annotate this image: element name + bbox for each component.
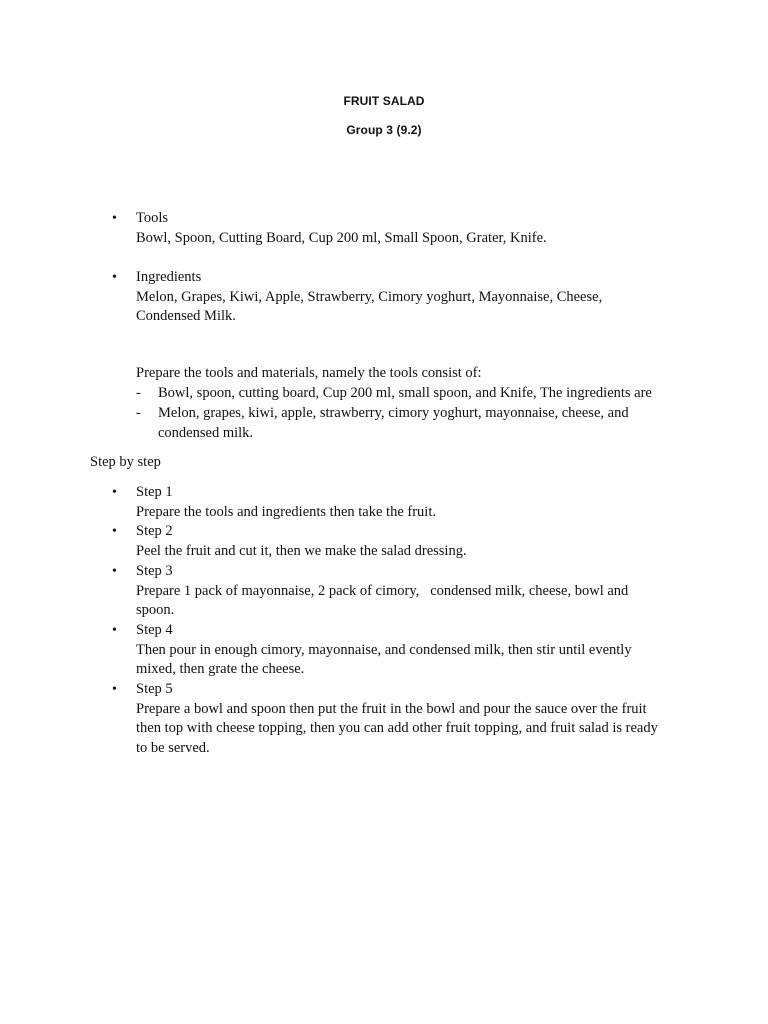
step-line: Prepare 1 pack of mayonnaise, 2 pack of cimory, condensed milk, cheese, bowl and bbox=[136, 582, 629, 599]
step-label: Step 5 bbox=[136, 681, 173, 697]
step-item bbox=[136, 680, 696, 759]
step-line: Peel the fruit and cut it, then we make the salad dressing. bbox=[136, 542, 467, 559]
dash-glyph: - bbox=[136, 405, 141, 421]
tools-item bbox=[136, 209, 696, 248]
step-label: Step 3 bbox=[136, 563, 173, 579]
preparation-intro: Prepare the tools and materials, namely the tools consist of: bbox=[136, 365, 482, 381]
preparation-dash-line: condensed milk. bbox=[158, 424, 254, 441]
preparation-dash-item bbox=[158, 404, 698, 443]
tools-text: Bowl, Spoon, Cutting Board, Cup 200 ml, Small Spoon, Grater, Knife. bbox=[136, 229, 547, 246]
step-item bbox=[136, 522, 696, 561]
bullet-glyph: • bbox=[112, 564, 117, 579]
step-line: Prepare the tools and ingredients then take the fruit. bbox=[136, 503, 436, 520]
step-line: then top with cheese topping, then you can add other fruit topping, and fruit salad is ready bbox=[136, 720, 658, 737]
step-label: Step 2 bbox=[136, 523, 173, 539]
bullet-glyph: • bbox=[112, 682, 117, 697]
step-line: Prepare a bowl and spoon then put the fruit in the bowl and pour the sauce over the fruit bbox=[136, 700, 647, 717]
ingredients-label: Ingredients bbox=[136, 269, 202, 285]
bullet-glyph: • bbox=[112, 270, 117, 285]
document-subtitle: Group 3 (9.2) bbox=[346, 123, 422, 137]
steps-heading: Step by step bbox=[90, 454, 161, 470]
step-item bbox=[136, 483, 696, 522]
ingredients-line: Melon, Grapes, Kiwi, Apple, Strawberry, Cimory yoghurt, Mayonnaise, Cheese, bbox=[136, 288, 603, 305]
step-line: mixed, then grate the cheese. bbox=[136, 661, 305, 678]
step-label: Step 1 bbox=[136, 484, 173, 500]
bullet-glyph: • bbox=[112, 524, 117, 539]
preparation-dash-line: Melon, grapes, kiwi, apple, strawberry, cimory yoghurt, mayonnaise, cheese, and bbox=[158, 405, 629, 421]
step-line: Then pour in enough cimory, mayonnaise, and condensed milk, then stir until evently bbox=[136, 641, 632, 658]
step-label: Step 4 bbox=[136, 622, 173, 638]
ingredients-item bbox=[136, 268, 696, 327]
preparation-dash-item bbox=[158, 384, 698, 404]
tools-label: Tools bbox=[136, 210, 169, 226]
bullet-glyph: • bbox=[112, 485, 117, 500]
step-item bbox=[136, 562, 696, 621]
bullet-glyph: • bbox=[112, 623, 117, 638]
step-item bbox=[136, 621, 696, 680]
step-line: to be served. bbox=[136, 740, 210, 757]
preparation-dash-line: Bowl, spoon, cutting board, Cup 200 ml, small spoon, and Knife, The ingredients are bbox=[158, 385, 652, 401]
dash-glyph: - bbox=[136, 385, 141, 401]
bullet-glyph: • bbox=[112, 211, 117, 226]
step-line: spoon. bbox=[136, 602, 175, 619]
document-title: FRUIT SALAD bbox=[343, 94, 425, 108]
ingredients-line: Condensed Milk. bbox=[136, 308, 236, 325]
